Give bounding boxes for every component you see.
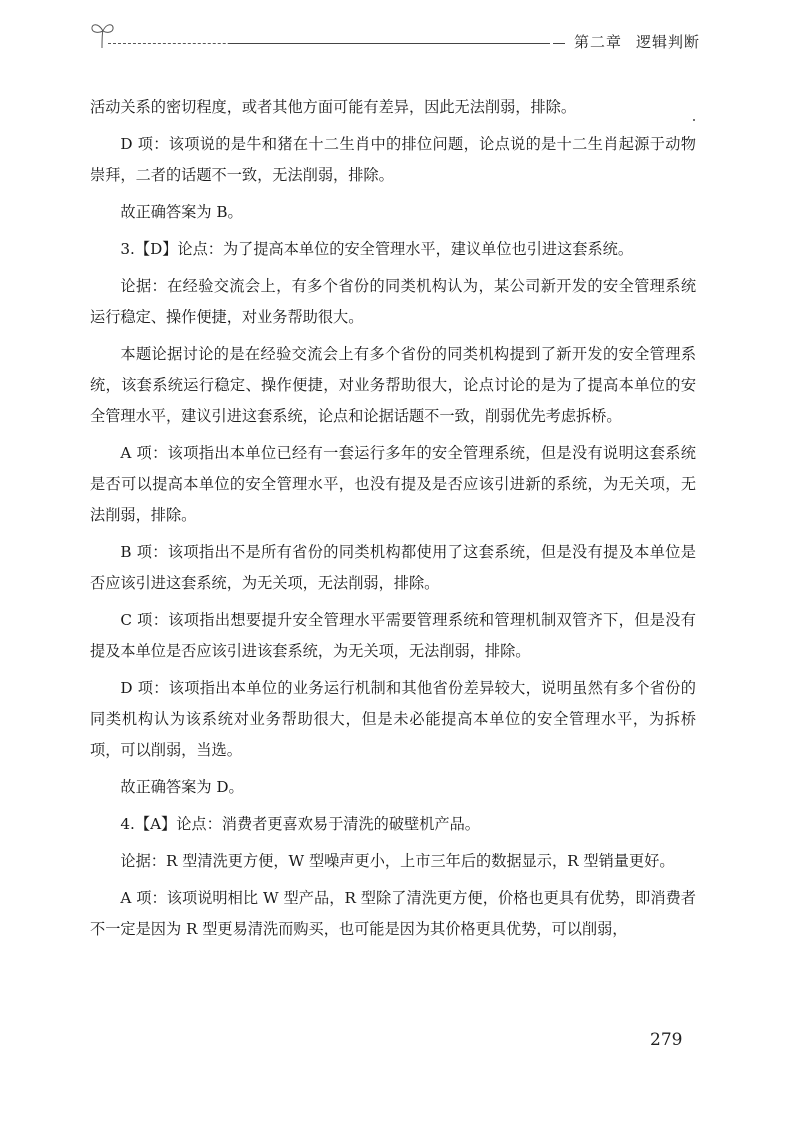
paragraph: B 项：该项指出不是所有省份的同类机构都使用了这套系统，但是没有提及本单位是否应该引进这套系统，为无关项，无法削弱，排除。 [90,543,696,592]
page-number: 279 [650,1030,683,1050]
paragraph: A 项：该项指出本单位已经有一套运行多年的安全管理系统，但是没有说明这套系统是否可以提高本单位的安全管理水平，也没有提及是否应该引进新的系统，为无关项，无法削弱，排除。 [90,444,696,524]
paragraph: 活动关系的密切程度，或者其他方面可能有差异，因此无法削弱，排除。 [90,98,576,116]
paragraph: 故正确答案为 B。 [120,203,243,221]
body-text [90,92,696,951]
paragraph: D 项：该项指出本单位的业务运行机制和其他省份差异较大，说明虽然有多个省份的同类机构认为该系统对业务帮助很大，但是未必能提高本单位的安全管理水平，为拆桥项，可以削弱，当选。 [90,679,696,759]
paragraph: 故正确答案为 D。 [120,778,244,796]
paragraph: D 项：该项说的是牛和猪在十二生肖中的排位问题，论点说的是十二生肖起源于动物崇拜，二者的话题不一致，无法削弱，排除。 [90,135,696,184]
header-rule [228,43,550,44]
paragraph: 论据：R 型清洗更方便，W 型噪声更小，上市三年后的数据显示，R 型销量更好。 [120,852,675,870]
paragraph: 4.【A】论点：消费者更喜欢易于清洗的破壁机产品。 [120,815,480,833]
chapter-heading [574,31,700,52]
chapter-title: 逻辑判断 [635,33,700,51]
sprout-icon [88,18,118,52]
paragraph: 论据：在经验交流会上，有多个省份的同类机构认为，某公司新开发的安全管理系统运行稳定、操作便捷，对业务帮助很大。 [90,277,696,326]
paragraph: 3.【D】论点：为了提高本单位的安全管理水平，建议单位也引进这套系统。 [120,240,634,258]
header-rule-tail [553,43,565,44]
chapter-number: 第二章 [573,33,622,51]
paragraph: C 项：该项指出想要提升安全管理水平需要管理系统和管理机制双管齐下，但是没有提及本单位是否应该引进该套系统，为无关项，无法削弱，排除。 [90,611,696,660]
paragraph: 本题论据讨论的是在经验交流会上有多个省份的同类机构提到了新开发的安全管理系统，该套系统运行稳定、操作便捷，对业务帮助很大，论点讨论的是为了提高本单位的安全管理水平，建议引进这套系统，论点和论据话题不一致，削弱优先考虑拆桥。 [90,345,696,425]
paragraph: A 项：该项说明相比 W 型产品，R 型除了清洗更方便，价格也更具有优势，即消费者不一定是因为 R 型更易清洗而购买，也可能是因为其价格更具优势，可以削弱， [90,889,696,938]
page-header [88,18,700,58]
